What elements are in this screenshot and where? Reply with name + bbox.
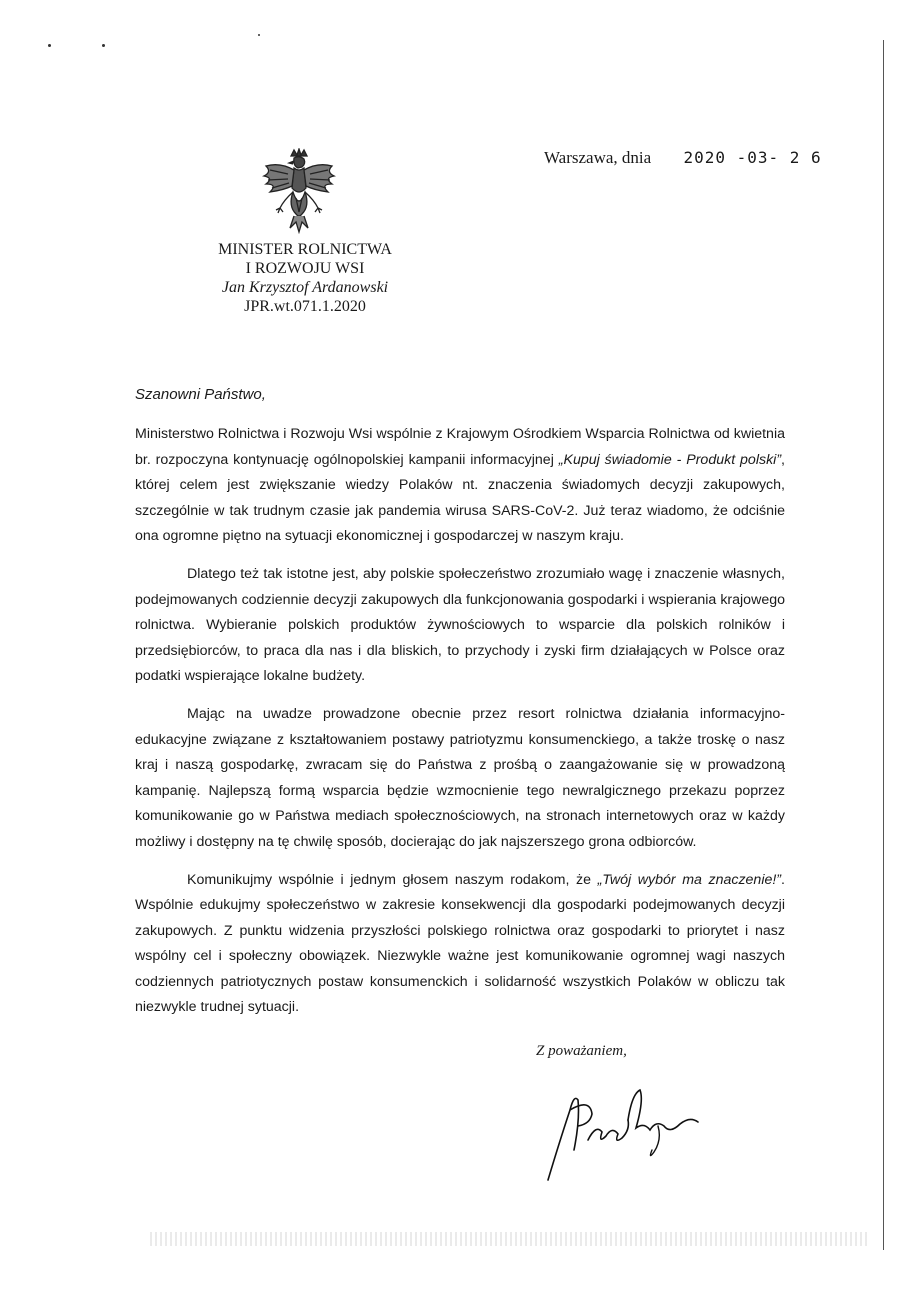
scan-speck: [48, 44, 51, 47]
ministry-title-line-1: MINISTER ROLNICTWA: [218, 241, 392, 258]
campaign-name: „Kupuj świadomie - Produkt polski”: [558, 451, 782, 468]
paragraph-4-text-a: Komunikujmy wspólnie i jednym głosem naszym rodakom, że: [187, 871, 598, 888]
paragraph-3: Mając na uwadze prowadzone obecnie przez resort rolnictwa działania informacyjno-edukacyjne związane z kształtowaniem postawy patriotyzmu konsumenckiego, a także troskę o nasz kraj i naszą gospodarkę, zwracam się do Państwa z prośbą o zaangażowanie się w prowadzoną kampanię. Najlepszą formą wsparcia będzie wzmocnienie tego newralgicznego przekazu poprzez komunikowanie go w Państwa mediach społecznościowych, na stronach internetowych oraz w każdy możliwy i dostępny na tę chwilę sposób, docierając do jak najszerszego grona odbiorców.: [135, 705, 785, 850]
paragraph-1: [135, 422, 785, 550]
date-stamp: 2020 -03- 2 6: [683, 148, 822, 167]
scan-speck: [102, 44, 105, 47]
reference-number: JPR.wt.071.1.2020: [244, 298, 366, 315]
scan-edge-line: [883, 40, 884, 1250]
campaign-slogan: „Twój wybór ma znaczenie!”: [597, 871, 782, 888]
date-place: Warszawa, dnia: [544, 148, 652, 167]
handwritten-signature: [540, 1080, 710, 1190]
sender-header: [180, 240, 430, 316]
scan-noise-strip: [150, 1232, 870, 1246]
paragraph-4: [135, 868, 785, 1022]
minister-name: Jan Krzysztof Ardanowski: [221, 279, 389, 296]
salutation: Szanowni Państwo,: [135, 386, 266, 403]
paragraph-2: Dlatego też tak istotne jest, aby polskie społeczeństwo zrozumiało wagę i znaczenie własnych, podejmowanych codziennie decyzji zakupowych dla funkcjonowania gospodarki i wspierania krajowego rolnictwa. Wybieranie polskich produktów żywnościowych to wsparcie dla polskich rolników i przedsiębiorców, to praca dla nas i dla bliskich, to przychody i zyski firm działających w Polsce oraz podatki wspierające lokalne budżety.: [135, 565, 785, 685]
letter-body: [135, 422, 785, 1033]
scan-speck: [258, 34, 260, 36]
paragraph-4-text-b: . Wspólnie edukujmy społeczeństwo w zakresie konsekwencji dla gospodarki podejmowanych decyzji zakupowych. Z punktu widzenia przyszłości polskiego rolnictwa oraz gospodarki to priorytet i nasz wspólny cel i społeczny obowiązek. Niezwykle ważne jest komunikowanie ogromnej wagi naszych codziennych patriotycznych postaw konsumenckich i solidarność wszystkich Polaków w obliczu tak niezwykle trudnej sytuacji.: [135, 871, 785, 1016]
paragraph-1-text-b: , której celem jest zwiększanie wiedzy Polaków nt. znaczenia świadomych decyzji zakupowych, szczególnie w tak trudnym czasie jak pandemia wirusa SARS-CoV-2. Już teraz wiadomo, że odciśnie ona ogromne piętno na sytuacji ekonomicznej i gospodarczej w naszym kraju.: [135, 451, 785, 545]
closing-phrase: Z poważaniem,: [536, 1043, 627, 1059]
date-line: [544, 148, 822, 168]
paragraph-1-text-a: Ministerstwo Rolnictwa i Rozwoju Wsi wspólnie z Krajowym Ośrodkiem Wsparcia Rolnictwa od kwietnia br. rozpoczyna kontynuację ogólnopolskiej kampanii informacyjnej: [135, 426, 785, 468]
ministry-title-line-2: I ROZWOJU WSI: [245, 260, 365, 277]
polish-eagle-icon: [258, 148, 340, 234]
